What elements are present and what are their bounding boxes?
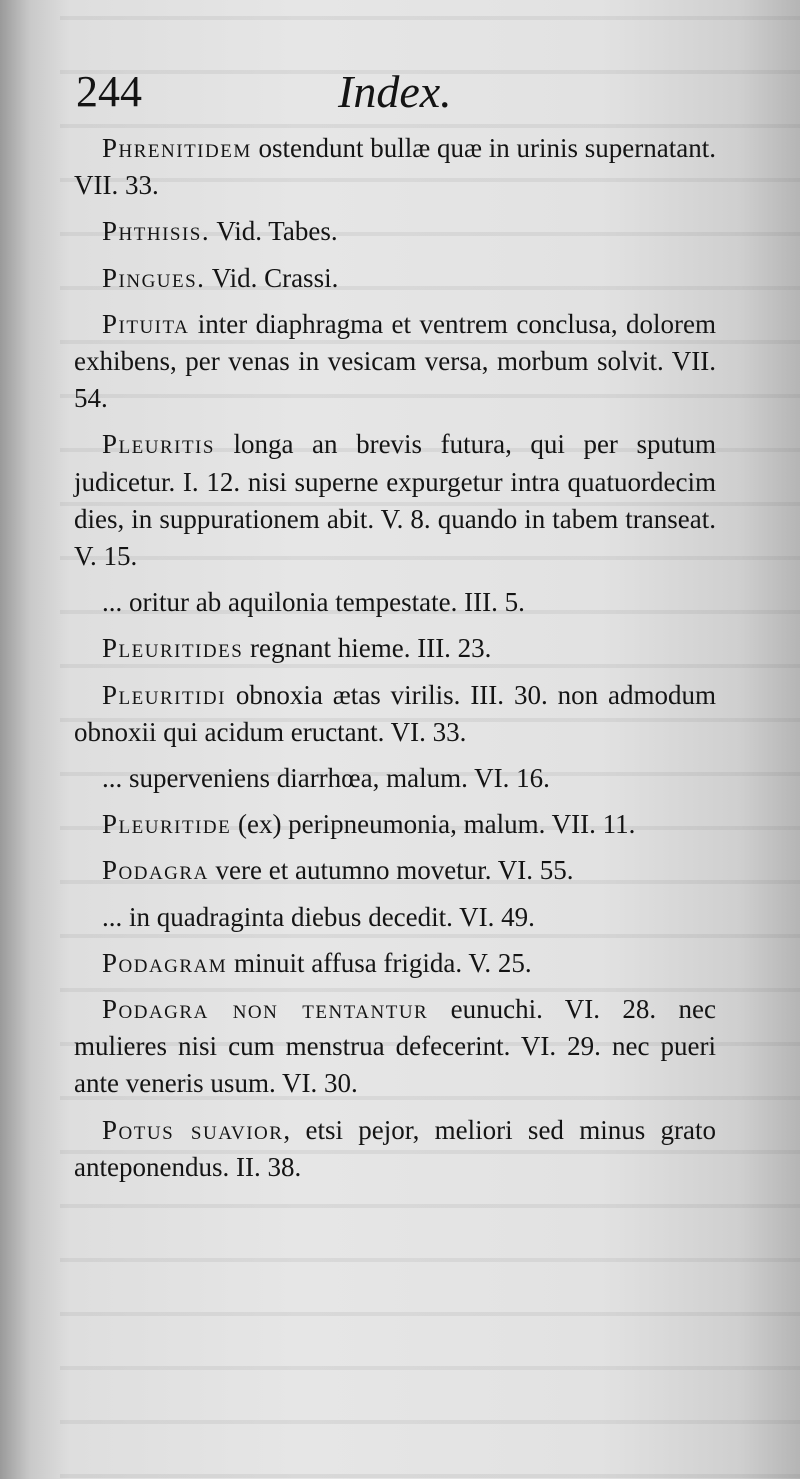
index-entry (74, 899, 716, 936)
index-entries (74, 130, 716, 1186)
index-entry (74, 852, 716, 889)
entry-text: vere et autumno movetur. VI. 55. (208, 855, 574, 886)
entry-lemma: Podagra non tentantur (102, 994, 429, 1025)
entry-text: ... in quadraginta diebus decedit. VI. 49. (102, 901, 535, 932)
page-header (76, 62, 716, 122)
entry-text: eunuchi. VI. 28. nec mulieres nisi cum menstrua defecerint. VI. 29. nec pueri ante veneris usum. VI. 30. (74, 994, 716, 1099)
index-entry (74, 1112, 716, 1186)
entry-text: regnant hieme. III. 23. (243, 633, 492, 664)
entry-text: ostendunt bullæ quæ in urinis supernatant. VII. 33. (74, 133, 716, 201)
entry-lemma: Potus suavior (102, 1114, 284, 1145)
entry-lemma: Pleuritis (102, 429, 215, 460)
entry-text: ... superveniens diarrhœa, malum. VI. 16. (102, 763, 550, 794)
index-entry (74, 213, 716, 250)
entry-lemma: Pingues. (102, 262, 206, 293)
index-entry (74, 806, 716, 843)
entry-text: (ex) peripneumonia, malum. VII. 11. (231, 809, 636, 840)
entry-lemma: Podagram (102, 947, 228, 978)
index-entry (74, 130, 716, 204)
entry-text: minuit affusa frigida. V. 25. (227, 947, 532, 978)
index-entry (74, 677, 716, 751)
entry-text: ... oritur ab aquilonia tempestate. III. 5. (102, 587, 525, 618)
entry-text: inter diaphragma et ventrem conclusa, dolorem exhibens, per venas in vesicam versa, morbum solvit. VII. 54. (74, 308, 716, 414)
index-entry (74, 306, 716, 418)
running-head: Index. (338, 66, 452, 117)
entry-lemma: Pituita (102, 308, 190, 339)
entry-text: longa an brevis futura, qui per sputum judicetur. I. 12. nisi superne expurgetur intra quatuordecim dies, in suppurationem abit. V. 8. quando in tabem transeat. V. 15. (74, 429, 716, 572)
index-entry (74, 584, 716, 621)
entry-lemma: Phthisis. (102, 216, 211, 247)
entry-text: Vid. Tabes. (210, 216, 338, 247)
entry-lemma: Pleuritide (102, 809, 232, 840)
entry-text: , etsi pejor, meliori sed minus grato anteponendus. II. 38. (74, 1114, 716, 1182)
index-entry (74, 630, 716, 667)
entry-text: obnoxia ætas virilis. III. 30. non admodum obnoxii qui acidum eructant. VI. 33. (74, 679, 716, 747)
index-entry (74, 760, 716, 797)
index-entry (74, 991, 716, 1103)
entry-text: Vid. Crassi. (205, 262, 339, 293)
entry-lemma: Pleuritides (102, 633, 244, 664)
page-number: 244 (76, 67, 142, 116)
index-entry (74, 426, 716, 575)
entry-lemma: Phrenitidem (102, 133, 252, 163)
index-entry (74, 260, 716, 297)
entry-lemma: Podagra (102, 855, 209, 886)
entry-lemma: Pleuritidi (102, 679, 226, 710)
index-entry (74, 945, 716, 982)
